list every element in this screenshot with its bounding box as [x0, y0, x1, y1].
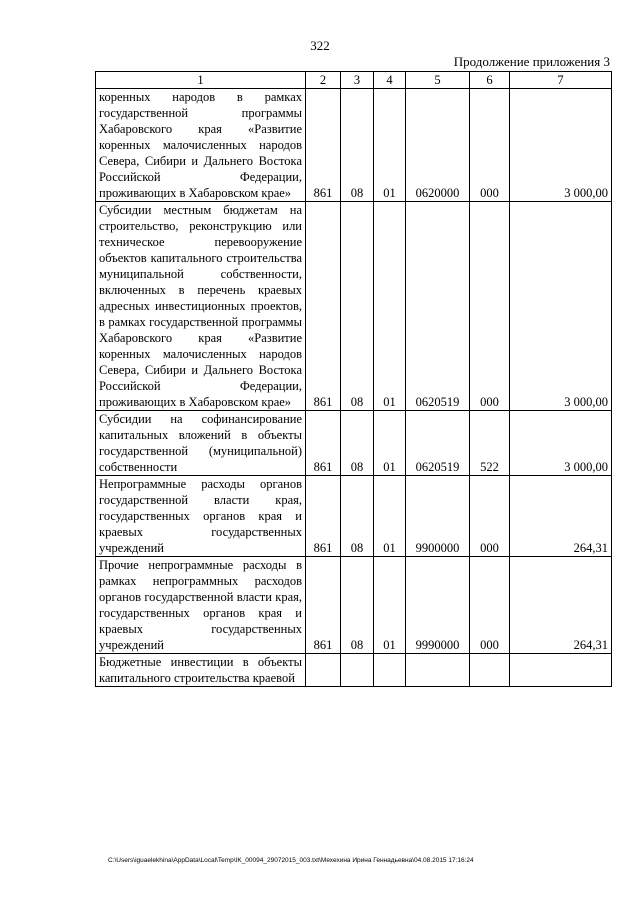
- cell-col4: 01: [374, 202, 406, 411]
- cell-col3: 08: [341, 476, 374, 557]
- column-header: 1: [96, 72, 306, 89]
- cell-col4: 01: [374, 557, 406, 654]
- cell-col4: 01: [374, 411, 406, 476]
- cell-col5: [406, 654, 470, 687]
- cell-amount: 3 000,00: [510, 89, 612, 202]
- cell-col6: 000: [470, 557, 510, 654]
- cell-col6: 522: [470, 411, 510, 476]
- column-header: 7: [510, 72, 612, 89]
- cell-col3: [341, 654, 374, 687]
- budget-table: [95, 71, 612, 687]
- table-row: [96, 411, 612, 476]
- cell-col6: 000: [470, 476, 510, 557]
- cell-col2: [306, 654, 341, 687]
- column-header: 5: [406, 72, 470, 89]
- cell-col3: 08: [341, 202, 374, 411]
- table-row: [96, 476, 612, 557]
- cell-col5: 0620519: [406, 411, 470, 476]
- cell-col6: 000: [470, 89, 510, 202]
- column-header: 3: [341, 72, 374, 89]
- table-row: [96, 654, 612, 687]
- cell-col3: 08: [341, 557, 374, 654]
- row-description: Субсидии местным бюджетам на строительство, реконструкцию или техническое перевооружение объектов капитального строительства муниципальной собственности, включенных в перечень краевых адресных инвестиционных проектов, в рамках государственной программы Хабаровского края «Развитие коренных малочисленных народов Севера, Сибири и Дальнего Востока Российской Федерации, проживающих в Хабаровском крае»: [96, 202, 306, 411]
- cell-col6: 000: [470, 202, 510, 411]
- file-path-footer: C:\Users\iguaelekhina\AppData\Local\Temp\IK_00094_29072015_003.txt\Мехехина Ирина Геннадьевна\04.08.2015 17:16:24: [108, 857, 474, 864]
- cell-col5: 9900000: [406, 476, 470, 557]
- cell-col5: 9990000: [406, 557, 470, 654]
- cell-col2: 861: [306, 557, 341, 654]
- cell-col2: 861: [306, 202, 341, 411]
- cell-col5: 0620000: [406, 89, 470, 202]
- cell-amount: 264,31: [510, 557, 612, 654]
- cell-amount: 3 000,00: [510, 411, 612, 476]
- table-row: [96, 557, 612, 654]
- row-description: Непрограммные расходы органов государственной власти края, государственных органов края и краевых государственных учреждений: [96, 476, 306, 557]
- table-row: [96, 202, 612, 411]
- cell-col2: 861: [306, 476, 341, 557]
- row-description: Субсидии на софинансирование капитальных вложений в объекты государственной (муниципальной) собственности: [96, 411, 306, 476]
- table-header-row: [96, 72, 612, 89]
- cell-col3: 08: [341, 89, 374, 202]
- row-description: Прочие непрограммные расходы в рамках непрограммных расходов органов государственной власти края, государственных органов края и краевых государственных учреждений: [96, 557, 306, 654]
- page-number: 322: [310, 38, 330, 53]
- column-header: 2: [306, 72, 341, 89]
- cell-col4: 01: [374, 89, 406, 202]
- cell-col4: 01: [374, 476, 406, 557]
- table-row: [96, 89, 612, 202]
- row-description: Бюджетные инвестиции в объекты капитального строительства краевой: [96, 654, 306, 687]
- cell-amount: 264,31: [510, 476, 612, 557]
- column-header: 4: [374, 72, 406, 89]
- continuation-label: Продолжение приложения 3: [453, 54, 610, 69]
- cell-amount: [510, 654, 612, 687]
- cell-col2: 861: [306, 89, 341, 202]
- cell-col5: 0620519: [406, 202, 470, 411]
- row-description: коренных народов в рамках государственной программы Хабаровского края «Развитие коренных малочисленных народов Севера, Сибири и Дальнего Востока Российской Федерации, проживающих в Хабаровском крае»: [96, 89, 306, 202]
- cell-col2: 861: [306, 411, 341, 476]
- column-header: 6: [470, 72, 510, 89]
- cell-col4: [374, 654, 406, 687]
- cell-col3: 08: [341, 411, 374, 476]
- cell-amount: 3 000,00: [510, 202, 612, 411]
- cell-col6: [470, 654, 510, 687]
